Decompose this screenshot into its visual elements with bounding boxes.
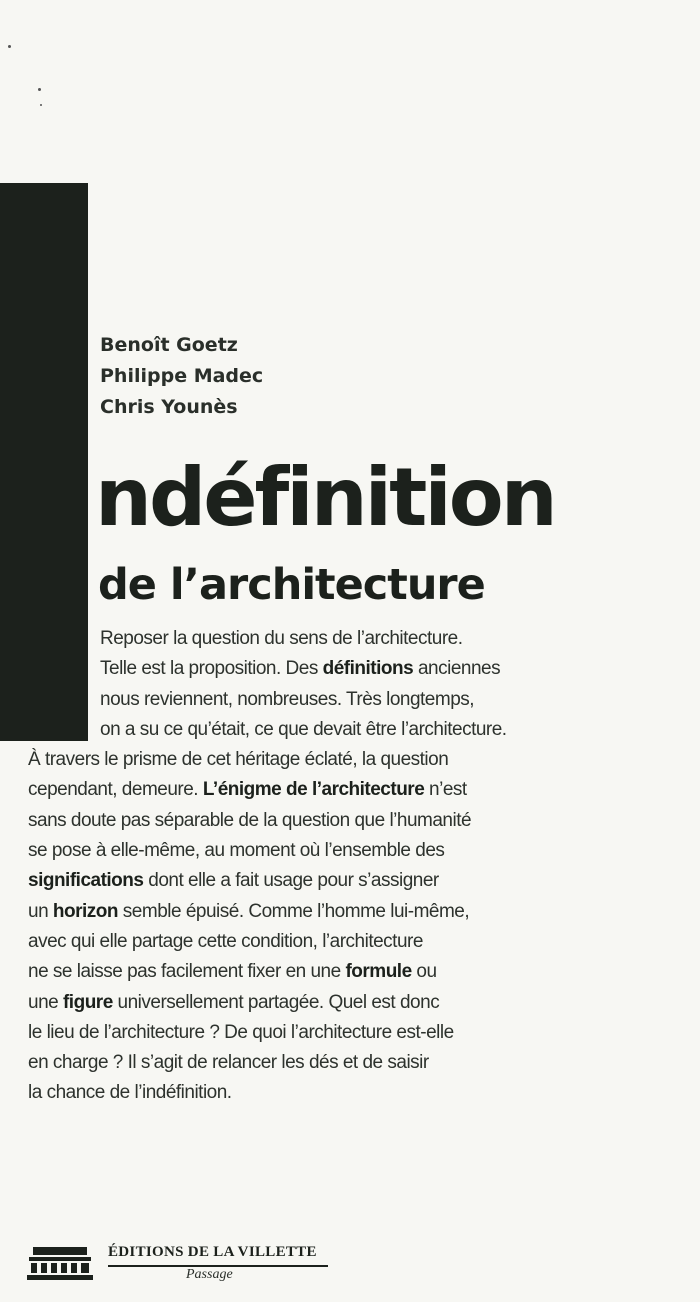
blurb-text: Telle est la proposition. Des bbox=[100, 658, 323, 680]
blurb-line bbox=[28, 715, 668, 745]
blurb-text: semble épuisé. Comme l’homme lui-même, bbox=[118, 900, 470, 922]
book-title-main: ndéfinition bbox=[95, 451, 555, 544]
blurb-keyword: L’énigme de l’architecture bbox=[202, 779, 425, 801]
blurb-line bbox=[28, 654, 668, 684]
book-title-sub: de l’architecture bbox=[98, 560, 485, 610]
blurb-line bbox=[28, 775, 668, 805]
blurb-text: nous reviennent, nombreuses. Très longtemps, bbox=[100, 688, 475, 710]
blurb-text: universellement partagée. Quel est donc bbox=[112, 991, 440, 1013]
publisher-name: ÉDITIONS DE LA VILLETTE bbox=[108, 1244, 317, 1260]
collection-name: Passage bbox=[186, 1267, 233, 1282]
blurb-text: Reposer la question du sens de l’architecture. bbox=[100, 628, 463, 649]
back-cover-blurb bbox=[28, 624, 668, 1109]
blurb-text: cependant, demeure. bbox=[28, 779, 203, 801]
blurb-text: en charge ? Il s’agit de relancer les dés et de saisir bbox=[28, 1052, 429, 1074]
blurb-text: se pose à elle-même, au moment où l’ensemble des bbox=[28, 840, 445, 862]
author-list bbox=[100, 330, 263, 423]
blurb-line bbox=[28, 866, 668, 896]
blurb-keyword: horizon bbox=[52, 900, 119, 922]
author-name: Philippe Madec bbox=[100, 365, 264, 387]
print-speck bbox=[8, 45, 11, 48]
blurb-text: ou bbox=[411, 961, 437, 983]
print-speck bbox=[40, 104, 42, 106]
author-name: Chris Younès bbox=[100, 396, 238, 418]
blurb-keyword: significations bbox=[28, 870, 144, 892]
blurb-keyword: formule bbox=[345, 961, 412, 983]
blurb-text: anciennes bbox=[413, 658, 501, 680]
blurb-line bbox=[28, 836, 668, 866]
blurb-line bbox=[28, 1048, 668, 1078]
blurb-line bbox=[28, 927, 668, 957]
blurb-keyword: figure bbox=[62, 991, 113, 1013]
blurb-line bbox=[28, 806, 668, 836]
blurb-line bbox=[28, 685, 668, 715]
blurb-text: ne se laisse pas facilement fixer en une bbox=[28, 961, 346, 983]
blurb-text: un bbox=[28, 900, 53, 922]
blurb-line bbox=[28, 624, 668, 654]
blurb-text: une bbox=[28, 991, 63, 1013]
blurb-line bbox=[28, 745, 668, 775]
blurb-text: la chance de l’indéfinition. bbox=[28, 1082, 232, 1104]
blurb-text: À travers le prisme de cet héritage éclaté, la question bbox=[28, 749, 449, 771]
blurb-line bbox=[28, 897, 668, 927]
blurb-line bbox=[28, 1078, 668, 1108]
blurb-line bbox=[28, 1018, 668, 1048]
blurb-text: le lieu de l’architecture ? De quoi l’architecture est-elle bbox=[28, 1021, 454, 1043]
print-speck bbox=[38, 88, 41, 91]
publisher-logo-icon bbox=[27, 1245, 93, 1281]
blurb-text: avec qui elle partage cette condition, l’architecture bbox=[28, 930, 423, 952]
blurb-keyword: définitions bbox=[322, 658, 414, 680]
blurb-text: on a su ce qu’était, ce que devait être l’architecture. bbox=[100, 718, 507, 740]
author-name: Benoît Goetz bbox=[100, 334, 238, 356]
blurb-text: dont elle a fait usage pour s’assigner bbox=[143, 870, 439, 892]
blurb-line bbox=[28, 988, 668, 1018]
blurb-text: sans doute pas séparable de la question que l’humanité bbox=[28, 809, 472, 831]
blurb-line bbox=[28, 957, 668, 987]
blurb-text: n’est bbox=[424, 779, 467, 801]
